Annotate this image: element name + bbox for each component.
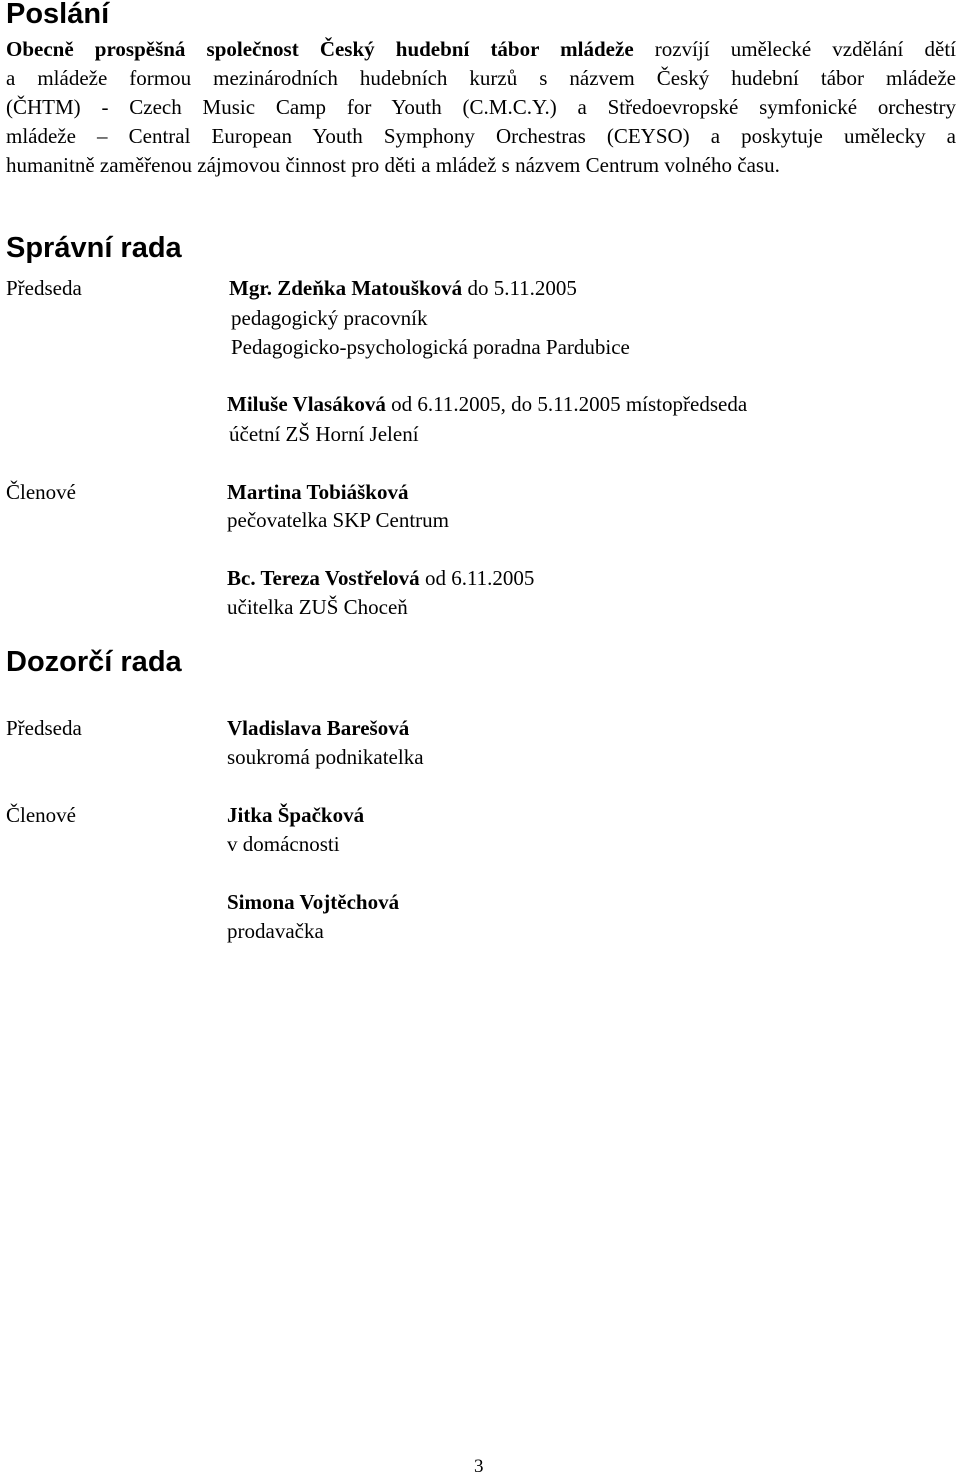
intro-line: (ČHTM) - Czech Music Camp for Youth (C.M.C.Y.) a Středoevropské symfonické orchestry: [6, 95, 956, 119]
intro-line: humanitně zaměřenou zájmovou činnost pro děti a mládež s názvem Centrum volného času.: [6, 153, 780, 177]
label-clenove: Členové: [6, 480, 76, 504]
member-org: Pedagogicko-psychologická poradna Pardubice: [231, 335, 630, 359]
member-entry: Miluše Vlasáková od 6.11.2005, do 5.11.2005 místopředseda: [227, 392, 748, 416]
member-role: prodavačka: [227, 919, 324, 943]
member-role: učitelka ZUŠ Choceň: [227, 595, 408, 619]
member-role: pečovatelka SKP Centrum: [227, 508, 450, 532]
intro-line: a mládeže formou mezinárodních hudebních kurzů s názvem Český hudební tábor mládeže: [6, 66, 956, 90]
member-name: Jitka Špačková: [227, 803, 365, 827]
member-role: v domácnosti: [227, 832, 340, 856]
heading-dozorci-rada: Dozorčí rada: [6, 646, 182, 678]
intro-line: mládeže – Central European Youth Symphony Orchestras (CEYSO) a poskytuje umělecky a: [6, 124, 956, 148]
label-predseda: Předseda: [6, 716, 82, 740]
intro-paragraph: [6, 35, 956, 180]
label-predseda: Předseda: [6, 276, 82, 300]
member-name: Martina Tobiášková: [227, 480, 409, 504]
heading-spravni-rada: Správní rada: [6, 232, 182, 264]
member-role: účetní ZŠ Horní Jelení: [229, 422, 419, 446]
member-role: pedagogický pracovník: [231, 306, 428, 330]
page-number: 3: [474, 1456, 484, 1477]
member-role: soukromá podnikatelka: [227, 745, 424, 769]
member-name: Miluše Vlasáková: [227, 392, 386, 416]
intro-line: Obecně prospěšná společnost Český hudební tábor mládeže rozvíjí umělecké vzdělání dětí: [6, 37, 956, 61]
label-clenove: Členové: [6, 803, 76, 827]
member-entry: Mgr. Zdeňka Matoušková do 5.11.2005: [229, 276, 577, 300]
organization-name: Obecně prospěšná společnost Český hudební tábor mládeže: [6, 37, 634, 61]
member-name: Vladislava Barešová: [227, 716, 410, 740]
member-name: Simona Vojtěchová: [227, 890, 400, 914]
member-name: Bc. Tereza Vostřelová: [227, 566, 420, 590]
member-entry: Bc. Tereza Vostřelová od 6.11.2005: [227, 566, 535, 590]
member-name: Mgr. Zdeňka Matoušková: [229, 276, 463, 300]
heading-poslani: Poslání: [6, 0, 110, 30]
